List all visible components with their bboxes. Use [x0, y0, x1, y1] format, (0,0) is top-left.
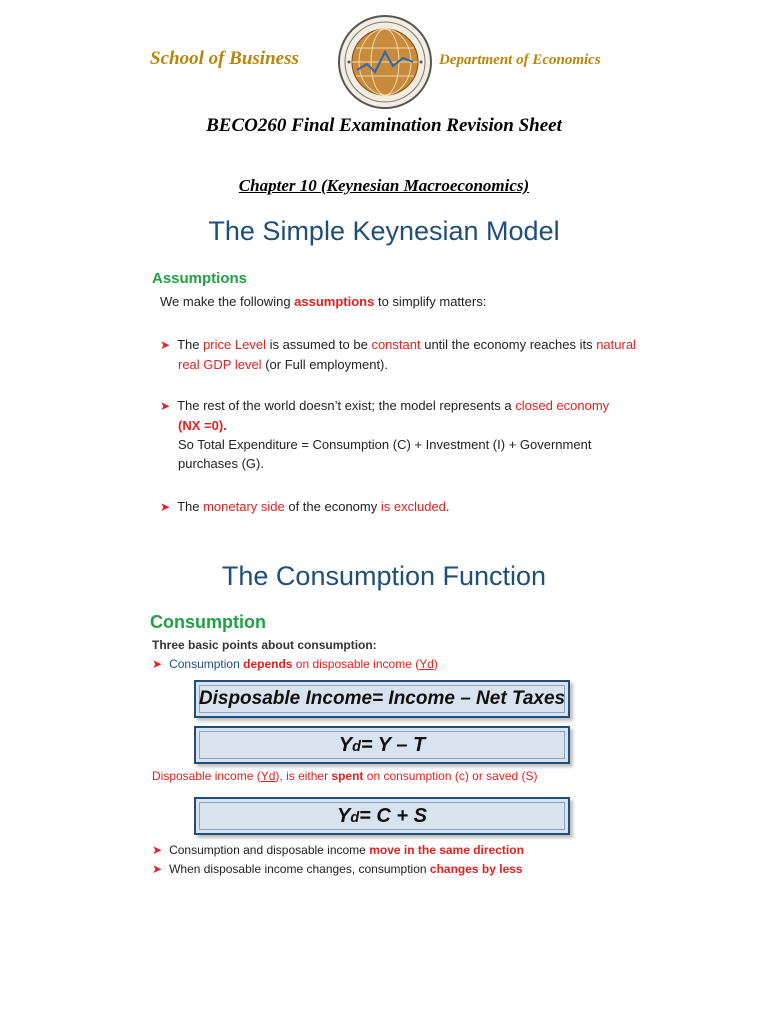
section-heading-consumption-function: The Consumption Function	[221, 561, 547, 591]
assumptions-intro: We make the following assumptions to simplify matters:	[160, 294, 487, 309]
school-name: School of Business	[150, 48, 299, 69]
disposable-income-formula-box: Disposable Income= Income – Net Taxes	[194, 680, 570, 718]
chapter-title: Chapter 10 (Keynesian Macroeconomics)	[238, 176, 530, 195]
section-heading-keynesian-model: The Simple Keynesian Model	[208, 216, 560, 246]
consumption-lead: Three basic points about consumption:	[152, 638, 377, 652]
assumption-bullet-1: ➤ The price Level is assumed to be constant until the economy reaches its natural real GDP level (or Full employment).	[160, 337, 636, 372]
arrow-bullet-icon: ➤	[160, 500, 171, 514]
assumptions-heading: Assumptions	[152, 270, 248, 287]
arrow-bullet-icon: ➤	[152, 657, 163, 671]
department-name: Department of Economics	[439, 52, 601, 68]
consumption-heading: Consumption	[150, 612, 266, 632]
assumption-bullet-3: ➤ The monetary side of the economy is excluded.	[160, 499, 450, 514]
consumption-point-2: ➤ Consumption and disposable income move in the same direction	[152, 843, 524, 857]
sheet-title: BECO260 Final Examination Revision Sheet	[206, 115, 562, 136]
yd-formula-box: Yd= Y – T	[194, 726, 570, 764]
consumption-point-1: ➤ Consumption depends on disposable income (Yd)	[152, 657, 438, 671]
arrow-bullet-icon: ➤	[152, 862, 163, 876]
disposable-income-usage: Disposable income (Yd), is either spent on consumption (c) or saved (S)	[152, 769, 538, 783]
assumption-bullet-2: ➤ The rest of the world doesn’t exist; the model represents a closed economy (NX =0). So Total Expenditure = Consumption (C) + Investment (I) + Government purchases (G).	[160, 398, 610, 471]
consumption-point-3: ➤ When disposable income changes, consumption changes by less	[152, 862, 523, 876]
yd-identity-box: Yd= C + S	[194, 797, 570, 835]
arrow-bullet-icon: ➤	[152, 843, 163, 857]
globe-logo	[337, 14, 433, 110]
arrow-bullet-icon: ➤	[160, 399, 171, 413]
arrow-bullet-icon: ➤	[160, 338, 171, 352]
